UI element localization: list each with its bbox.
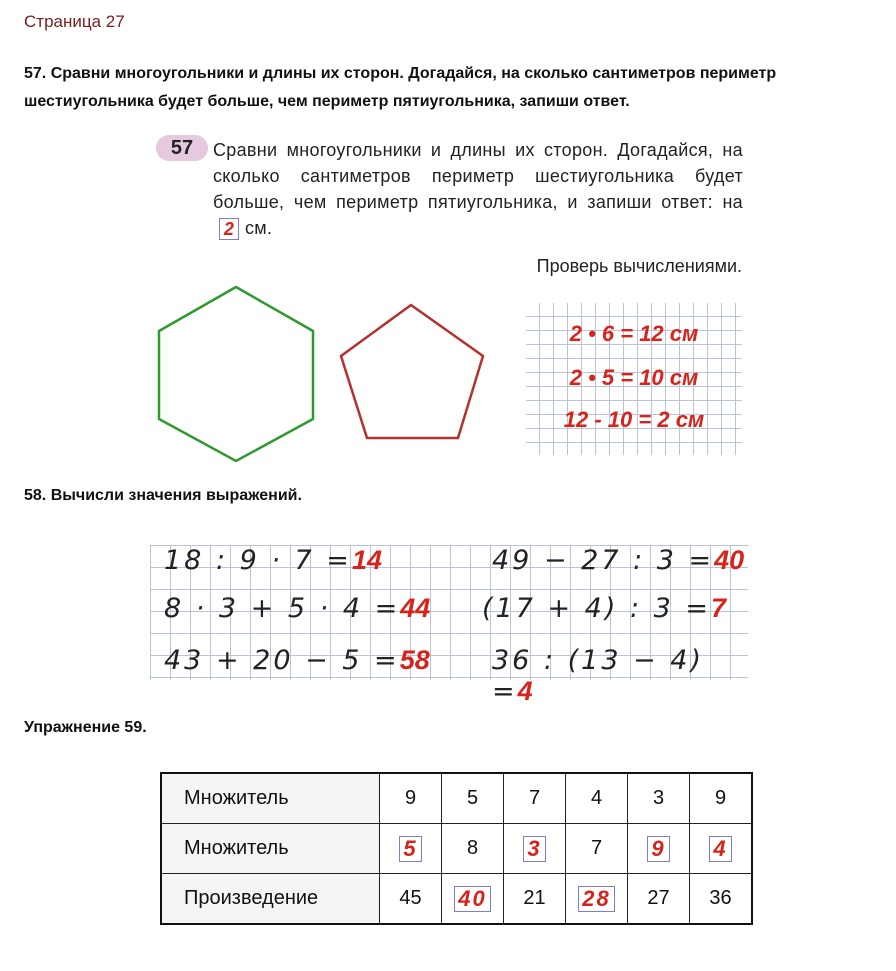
polygons-figure bbox=[150, 283, 495, 468]
table-cell bbox=[380, 824, 442, 874]
table-row bbox=[161, 824, 752, 874]
task57-heading-line2: шестиугольника будет больше, чем периметр пятиугольника, запиши ответ. bbox=[24, 93, 630, 110]
task57-unit: см. bbox=[245, 218, 273, 238]
expr-answer: 4 bbox=[517, 676, 533, 706]
expr-left-1 bbox=[164, 545, 382, 576]
row-label: Множитель bbox=[161, 824, 380, 874]
row-label: Множитель bbox=[161, 773, 380, 824]
table-cell: 36 bbox=[690, 874, 753, 925]
pentagon-shape bbox=[341, 305, 483, 438]
table-cell: 21 bbox=[504, 874, 566, 925]
expr-answer: 40 bbox=[714, 545, 745, 575]
table-cell: 8 bbox=[442, 824, 504, 874]
task57-book-text bbox=[213, 137, 743, 241]
table-row bbox=[161, 773, 752, 824]
expr-answer: 7 bbox=[711, 593, 727, 623]
table-cell: 9 bbox=[380, 773, 442, 824]
task58-heading: 58. Вычисли значения выражений. bbox=[24, 487, 302, 504]
table-cell: 45 bbox=[380, 874, 442, 925]
filled-answer: 5 bbox=[399, 836, 421, 862]
table-cell: 3 bbox=[628, 773, 690, 824]
table-cell: 27 bbox=[628, 874, 690, 925]
table-cell: 7 bbox=[566, 824, 628, 874]
expressions-grid bbox=[150, 545, 748, 707]
filled-answer: 9 bbox=[647, 836, 669, 862]
filled-answer: 28 bbox=[578, 886, 614, 912]
filled-answer: 40 bbox=[454, 886, 490, 912]
task57-badge: 57 bbox=[156, 135, 208, 161]
hexagon-shape bbox=[159, 287, 313, 461]
expr-answer: 58 bbox=[399, 645, 430, 675]
table-cell: 9 bbox=[690, 773, 753, 824]
calc-grid bbox=[526, 303, 742, 455]
expr-answer: 44 bbox=[400, 593, 431, 623]
calc-line-1: 2 • 6 = 12 см bbox=[569, 321, 699, 346]
expr-left-2 bbox=[164, 593, 430, 624]
calc-line-2: 2 • 5 = 10 см bbox=[569, 365, 699, 390]
table-cell bbox=[504, 824, 566, 874]
expr-text: 36 : (13 − 4) = bbox=[492, 645, 705, 707]
expr-text: 18 : 9 · 7 = bbox=[164, 545, 352, 576]
expr-text: 8 · 3 + 5 · 4 = bbox=[164, 593, 401, 624]
task57-book-text-body: Сравни многоугольники и длины их сторон. Догадайся, на сколько сантиметров периметр шестиугольника будет больше, чем периметр пятиугольника, и запиши ответ: на bbox=[213, 140, 743, 212]
expr-text: (17 + 4) : 3 = bbox=[482, 593, 712, 624]
expr-left-3 bbox=[164, 645, 430, 676]
expr-right-1 bbox=[492, 545, 744, 576]
table-row bbox=[161, 874, 752, 925]
table-cell bbox=[628, 824, 690, 874]
filled-answer: 4 bbox=[709, 836, 731, 862]
task59-heading: Упражнение 59. bbox=[24, 719, 147, 736]
expr-right-2 bbox=[482, 593, 726, 624]
row-label: Произведение bbox=[161, 874, 380, 925]
task57-answer-box: 2 bbox=[219, 218, 239, 240]
multiplication-table bbox=[160, 772, 753, 925]
expr-right-3 bbox=[492, 645, 748, 707]
page-label: Страница 27 bbox=[24, 12, 125, 31]
calc-line-3: 12 - 10 = 2 см bbox=[563, 407, 705, 432]
expr-answer: 14 bbox=[351, 545, 382, 575]
task57-heading-line1: 57. Сравни многоугольники и длины их сторон. Догадайся, на сколько сантиметров периметр bbox=[24, 65, 777, 82]
task57-check-label: Проверь вычислениями. bbox=[536, 256, 742, 276]
table-cell: 7 bbox=[504, 773, 566, 824]
table-cell bbox=[442, 874, 504, 925]
table-cell bbox=[566, 874, 628, 925]
filled-answer: 3 bbox=[523, 836, 545, 862]
table-cell bbox=[690, 824, 753, 874]
table-cell: 4 bbox=[566, 773, 628, 824]
expr-text: 49 − 27 : 3 = bbox=[492, 545, 715, 576]
table-cell: 5 bbox=[442, 773, 504, 824]
expr-text: 43 + 20 − 5 = bbox=[164, 645, 400, 676]
